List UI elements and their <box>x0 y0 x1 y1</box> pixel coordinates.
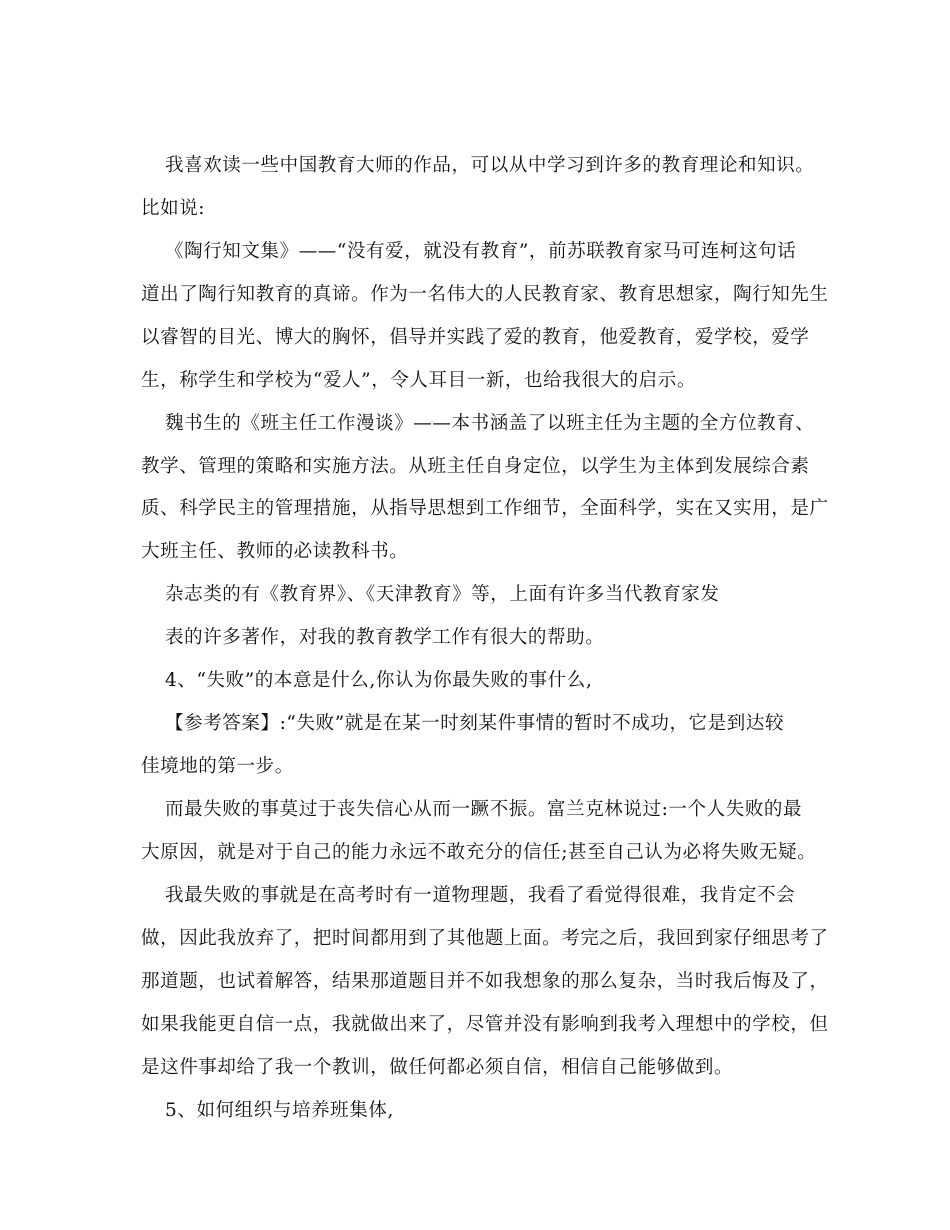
text-line: 我喜欢读一些中国教育大师的作品，可以从中学习到许多的教育理论和知识。 <box>165 155 815 176</box>
text-line: 是这件事却给了我一个教训，做任何都必须自信，相信自己能够做到。 <box>141 1057 734 1078</box>
text-line: 杂志类的有《教育界》、《天津教育》等，上面有许多当代教育家发 <box>165 584 720 605</box>
text-line: 【参考答案】:“失败”就是在某一时刻某件事情的暂时不成功，它是到达较 <box>165 713 785 734</box>
text-line: 《陶行知文集》——“没有爱，就没有教育”，前苏联教育家马可连柯这句话 <box>165 241 797 262</box>
text-line: 4、“失败”的本意是什么,你认为你最失败的事什么, <box>165 670 593 691</box>
text-line: 生，称学生和学校为“爱人”，令人耳目一新，也给我很大的启示。 <box>141 370 696 391</box>
text-line: 佳境地的第一步。 <box>141 756 294 777</box>
text-line: 我最失败的事就是在高考时有一道物理题，我看了看觉得很难，我肯定不会 <box>165 885 796 906</box>
text-line: 以睿智的目光、博大的胸怀，倡导并实践了爱的教育，他爱教育，爱学校，爱学 <box>141 327 810 348</box>
text-line: 比如说: <box>141 198 206 219</box>
text-line: 道出了陶行知教育的真谛。作为一名伟大的人民教育家、教育思想家，陶行知先生 <box>141 284 829 305</box>
text-line: 魏书生的《班主任工作漫谈》——本书涵盖了以班主任为主题的全方位教育、 <box>165 413 815 434</box>
text-line: 大班主任、教师的必读教科书。 <box>141 541 409 562</box>
text-line: 大原因，就是对于自己的能力永远不敢充分的信任;甚至自己认为必将失败无疑。 <box>141 842 817 863</box>
text-line: 那道题，也试着解答，结果那道题目并不如我想象的那么复杂，当时我后悔及了， <box>141 971 829 992</box>
text-line: 5、如何组织与培养班集体, <box>165 1100 394 1121</box>
text-line: 质、科学民主的管理措施，从指导思想到工作细节，全面科学，实在又实用，是广 <box>141 498 829 519</box>
text-line: 做，因此我放弃了，把时间都用到了其他题上面。考完之后，我回到家仔细思考了 <box>141 928 829 949</box>
text-line: 教学、管理的策略和实施方法。从班主任自身定位，以学生为主体到发展综合素 <box>141 456 810 477</box>
text-line: 而最失败的事莫过于丧失信心从而一蹶不振。富兰克林说过:一个人失败的最 <box>165 799 803 820</box>
text-line: 如果我能更自信一点，我就做出来了，尽管并没有影响到我考入理想中的学校，但 <box>141 1014 829 1035</box>
text-line: 表的许多著作，对我的教育教学工作有很大的帮助。 <box>165 627 605 648</box>
